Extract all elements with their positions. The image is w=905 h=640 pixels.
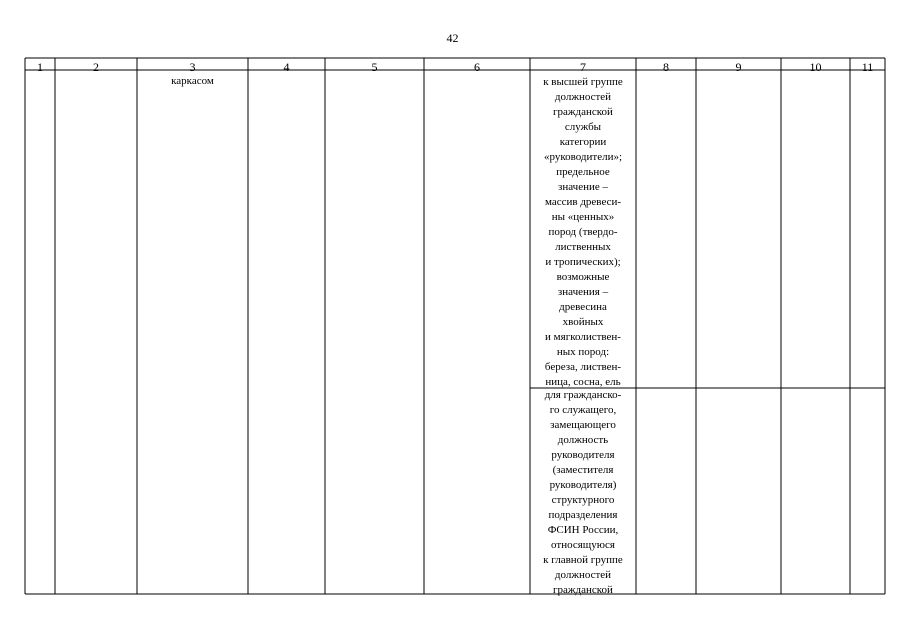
column-header-1: 1	[37, 60, 43, 74]
column-header-11: 11	[861, 60, 874, 74]
column-header-6: 6	[474, 60, 480, 74]
column-header-7: 7	[580, 60, 586, 74]
page-number: 42	[446, 31, 459, 45]
column-header-4: 4	[283, 60, 290, 74]
column-header-5: 5	[371, 60, 378, 74]
row-1-col-7-text: к высшей группе должностей гражданской службы категории «руководители»; предельное значение – массив древеси- ны «ценных» пород (твердо- лиственных и тропических); возможные значения – древесина хвойных и мягколиствен- ных пород: береза, листвен- ница, сосна, ель	[543, 76, 623, 388]
column-header-10: 10	[809, 60, 822, 74]
column-header-9: 9	[735, 60, 742, 74]
row-2-col-7-text: для гражданско- го служащего, замещающего должность руководителя (заместителя руководителя) структурного подразделения ФСИН России, относящуюся к главной группе должностей гражданской	[543, 389, 623, 596]
column-header-2: 2	[93, 60, 99, 74]
row-1-col-3-text: каркасом	[171, 75, 214, 87]
column-header-3: 3	[189, 60, 196, 74]
column-header-8: 8	[663, 60, 669, 74]
